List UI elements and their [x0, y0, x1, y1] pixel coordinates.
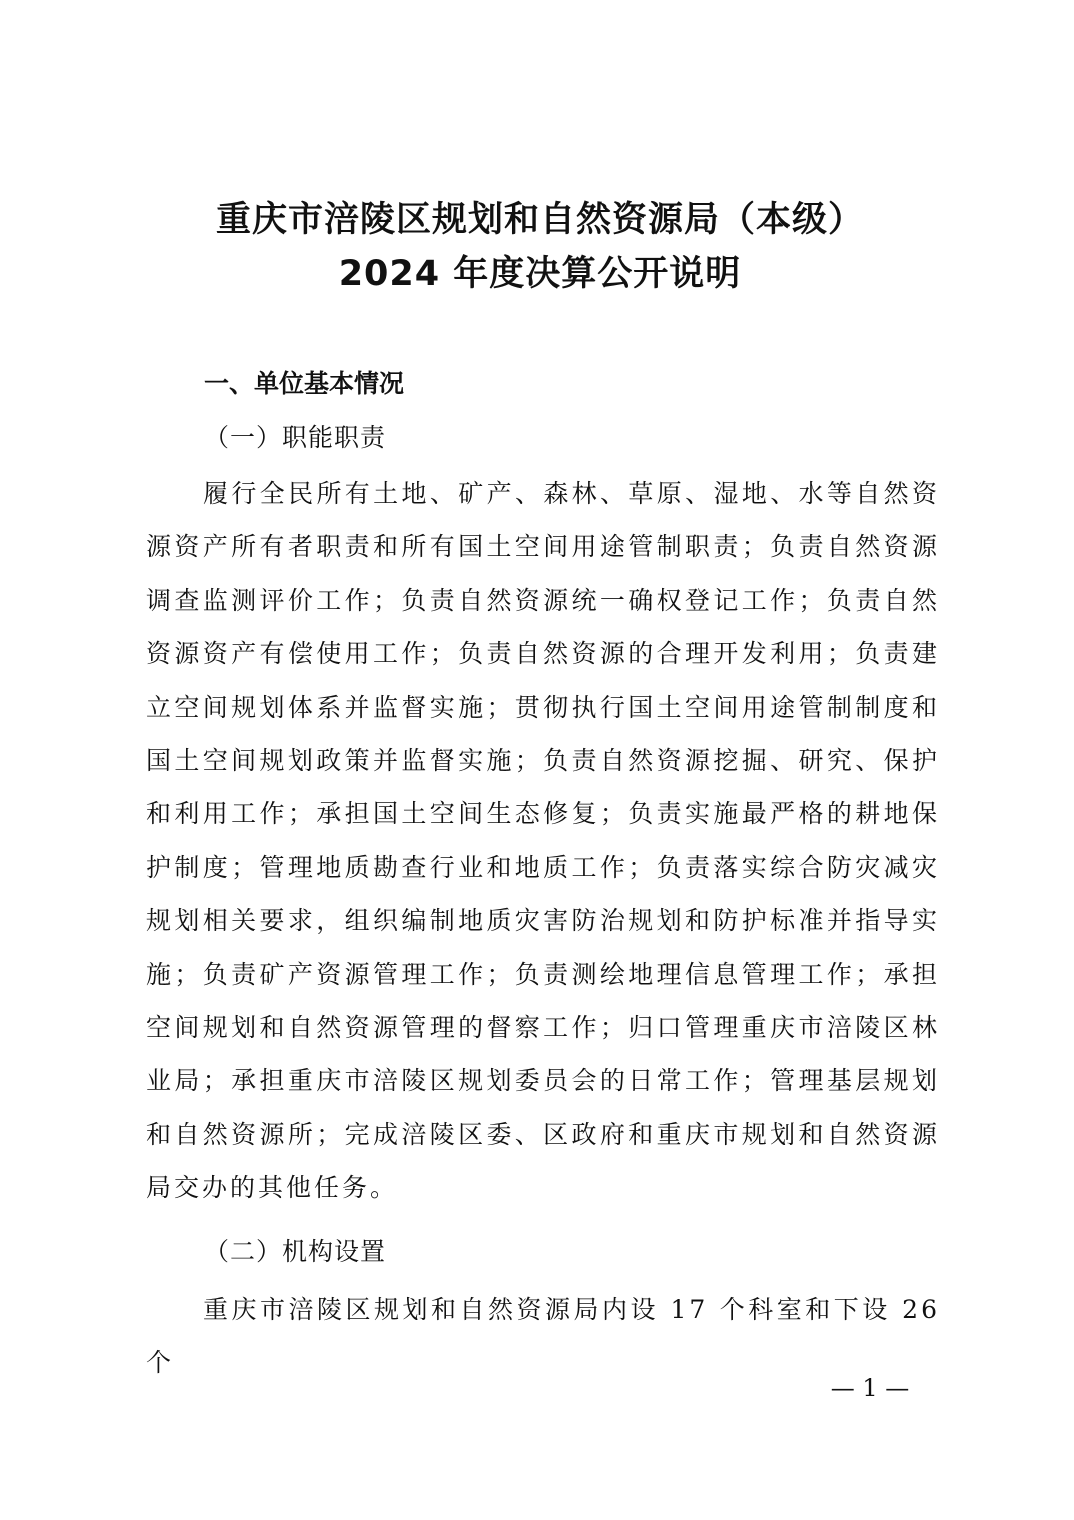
section-heading-basic-info: 一、单位基本情况	[204, 369, 405, 398]
document-title-line2: 2024 年度决算公开说明	[338, 254, 742, 294]
subsection-heading-organization: （二）机构设置	[204, 1237, 387, 1266]
organization-paragraph: 重庆市涪陵区规划和自然资源局内设 17 个科室和下设 26 个	[146, 1295, 940, 1378]
page-number: — 1 —	[830, 1374, 910, 1402]
subsection-heading-functions: （一）职能职责	[204, 423, 387, 452]
document-title-line1: 重庆市涪陵区规划和自然资源局（本级）	[215, 200, 864, 240]
functions-paragraph: 履行全民所有土地、矿产、森林、草原、湿地、水等自然资源资产所有者职责和所有国土空间用途管制职责；负责自然资源调查监测评价工作；负责自然资源统一确权登记工作；负责自然资源资产有偿使用工作；负责自然资源的合理开发利用；负责建立空间规划体系并监督实施；贯彻执行国土空间用途管制制度和国土空间规划政策并监督实施；负责自然资源挖掘、研究、保护和利用工作；承担国土空间生态修复；负责实施最严格的耕地保护制度；管理地质勘查行业和地质工作；负责落实综合防灾减灾规划相关要求，组织编制地质灾害防治规划和防护标准并指导实施；负责矿产资源管理工作；负责测绘地理信息管理工作；承担空间规划和自然资源管理的督察工作；归口管理重庆市涪陵区林业局；承担重庆市涪陵区规划委员会的日常工作；管理基层规划和自然资源所；完成涪陵区委、区政府和重庆市规划和自然资源局交办的其他任务。	[146, 479, 940, 1203]
